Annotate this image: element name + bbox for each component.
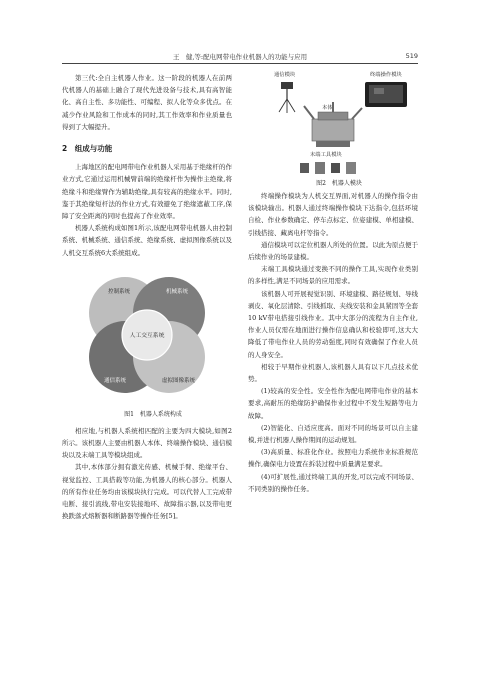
body-paragraph: 相较于早期作业机器人,该机器人具有以下几点技术优势。 <box>248 362 418 384</box>
intro-paragraph: 第三代:全自主机器人作业。这一阶段的机器人在前两代机器人的基础上融合了现代先进设备与技术,具有高智能化、高自主性、多功能性、可编程、拟人化等众多优点。在减少作业风险和工作成本的同时,其工作效率和作业质量也得到了大幅提升。 <box>62 74 232 131</box>
figure-2-robot-modules <box>248 72 418 190</box>
communication-module-icon <box>279 82 295 113</box>
section-heading: 2 组成与功能 <box>62 144 113 154</box>
body-paragraph: 其中,本体部分拥有激光传感、机械手臂、绝缘平台、视觉监控、工具搭载等功能,为机器人的核心部分。机器人的所有作业任务均由该模块执行完成。可以代替人工完成带电断、接引流线,带电安装接地环、故障指示器,以及带电更换跌落式熔断器和断路器等操作任务[5]。 <box>62 463 232 521</box>
module-label: 末端工具模块 <box>310 152 342 158</box>
module-label: 通信模块 <box>274 72 296 78</box>
figure-1-system-diagram <box>82 265 212 425</box>
quadrant-label: 通信系统 <box>104 377 127 384</box>
body-paragraph: 该机器人可开展视觉识别、环境建模、路径规划、导线剥皮、氧化层清除、引线抓取、夹线安装和金具紧固等全套10 kV带电搭接引线作业。其中大部分的流程为自主作业,作业人员仅需在地面进行操作信息确认和校验即可,这大大降低了带电作业人员的劳动强度,同时有效确保了作业人员的人身安全。 <box>248 289 418 359</box>
right-column <box>248 72 418 495</box>
page-number: 519 <box>405 52 418 60</box>
center-label: 人工交互系统 <box>129 332 165 339</box>
terminal-tablet-icon <box>365 82 407 107</box>
module-label: 终端操作模块 <box>370 72 402 78</box>
running-title: 王 健,等:配电网带电作业机器人的功能与应用 <box>172 53 308 61</box>
advantage-item: (1)较高的安全性。安全性作为配电网带电作业的基本要求,高耐压的绝缘防护确保作业过程中不发生短路等电力故障。 <box>248 387 418 420</box>
advantage-item: (2)智能化、自适应度高。面对不同的场景可以自主建模,并进行机器人操作期间的运动规划。 <box>248 423 418 445</box>
venn-diagram <box>82 265 212 405</box>
quadrant-label: 控制系统 <box>108 288 131 295</box>
figure-1-caption: 图1 机器人系统构成 <box>124 411 182 419</box>
body-paragraph: 通信模块可以定位机器人所处的位置。以此为原点便于后续作业的场景建模。 <box>248 240 418 262</box>
quadrant-label: 机械系统 <box>166 288 189 295</box>
figure-2-caption: 图2 机器人模块 <box>316 180 362 187</box>
left-column <box>62 72 232 522</box>
body-paragraph: 上海地区的配电网带电作业机器人采用基于绝缘杆的作业方式,它通过运用机械臂前端的绝缘杆作为操作主绝缘,将绝缘斗和绝缘臂作为辅助绝缘,具有较高的绝缘水平。同时,鉴于其绝缘短杆法的作业方式,有效避免了绝缘遮蔽工序,保障了安全距离的同时也提高了作业效率。 <box>62 163 232 221</box>
advantage-item: (4)可扩展性,通过终端工具的开发,可以完成不同场景、不同类别的操作任务。 <box>248 472 418 493</box>
robot-module-illustration <box>248 72 418 182</box>
body-paragraph: 末端工具模块通过变换不同的操作工具,实现作业类别的多样性,满足不同场景的应用需求。 <box>248 265 418 286</box>
quadrant-label: 虚拟图像系统 <box>162 377 196 384</box>
end-tool-icons <box>300 162 356 174</box>
robot-body-icon <box>304 102 362 147</box>
advantage-item: (3)高质量、标准化作业。按照电力系统作业标准规范操作,确保电力设置在拆装过程中质量满足要求。 <box>248 448 418 469</box>
body-paragraph: 相应地,与机器人系统相匹配的主要为四大模块,如图2所示。该机器人主要由机器人本体、终端操作模块、通信模块以及末端工具等模块组成。 <box>62 426 232 460</box>
module-label: 本体 <box>322 105 333 111</box>
body-paragraph: 终端操作模块为人机交互界面,对机器人的操作指令由该模块输出。机器人通过终端操作模块下达指令,包括环境自检、作业参数确定、停车点标定、位姿建模、单相建模、引线搭接、藏离电杆等指令。 <box>248 192 418 237</box>
header-rule <box>62 63 418 64</box>
body-paragraph: 机器人系统构成如图1所示,该配电网带电机器人由控制系统、机械系统、通信系统、绝缘系统、虚拟图像系统以及人机交互系统6大系统组成。 <box>62 224 232 257</box>
